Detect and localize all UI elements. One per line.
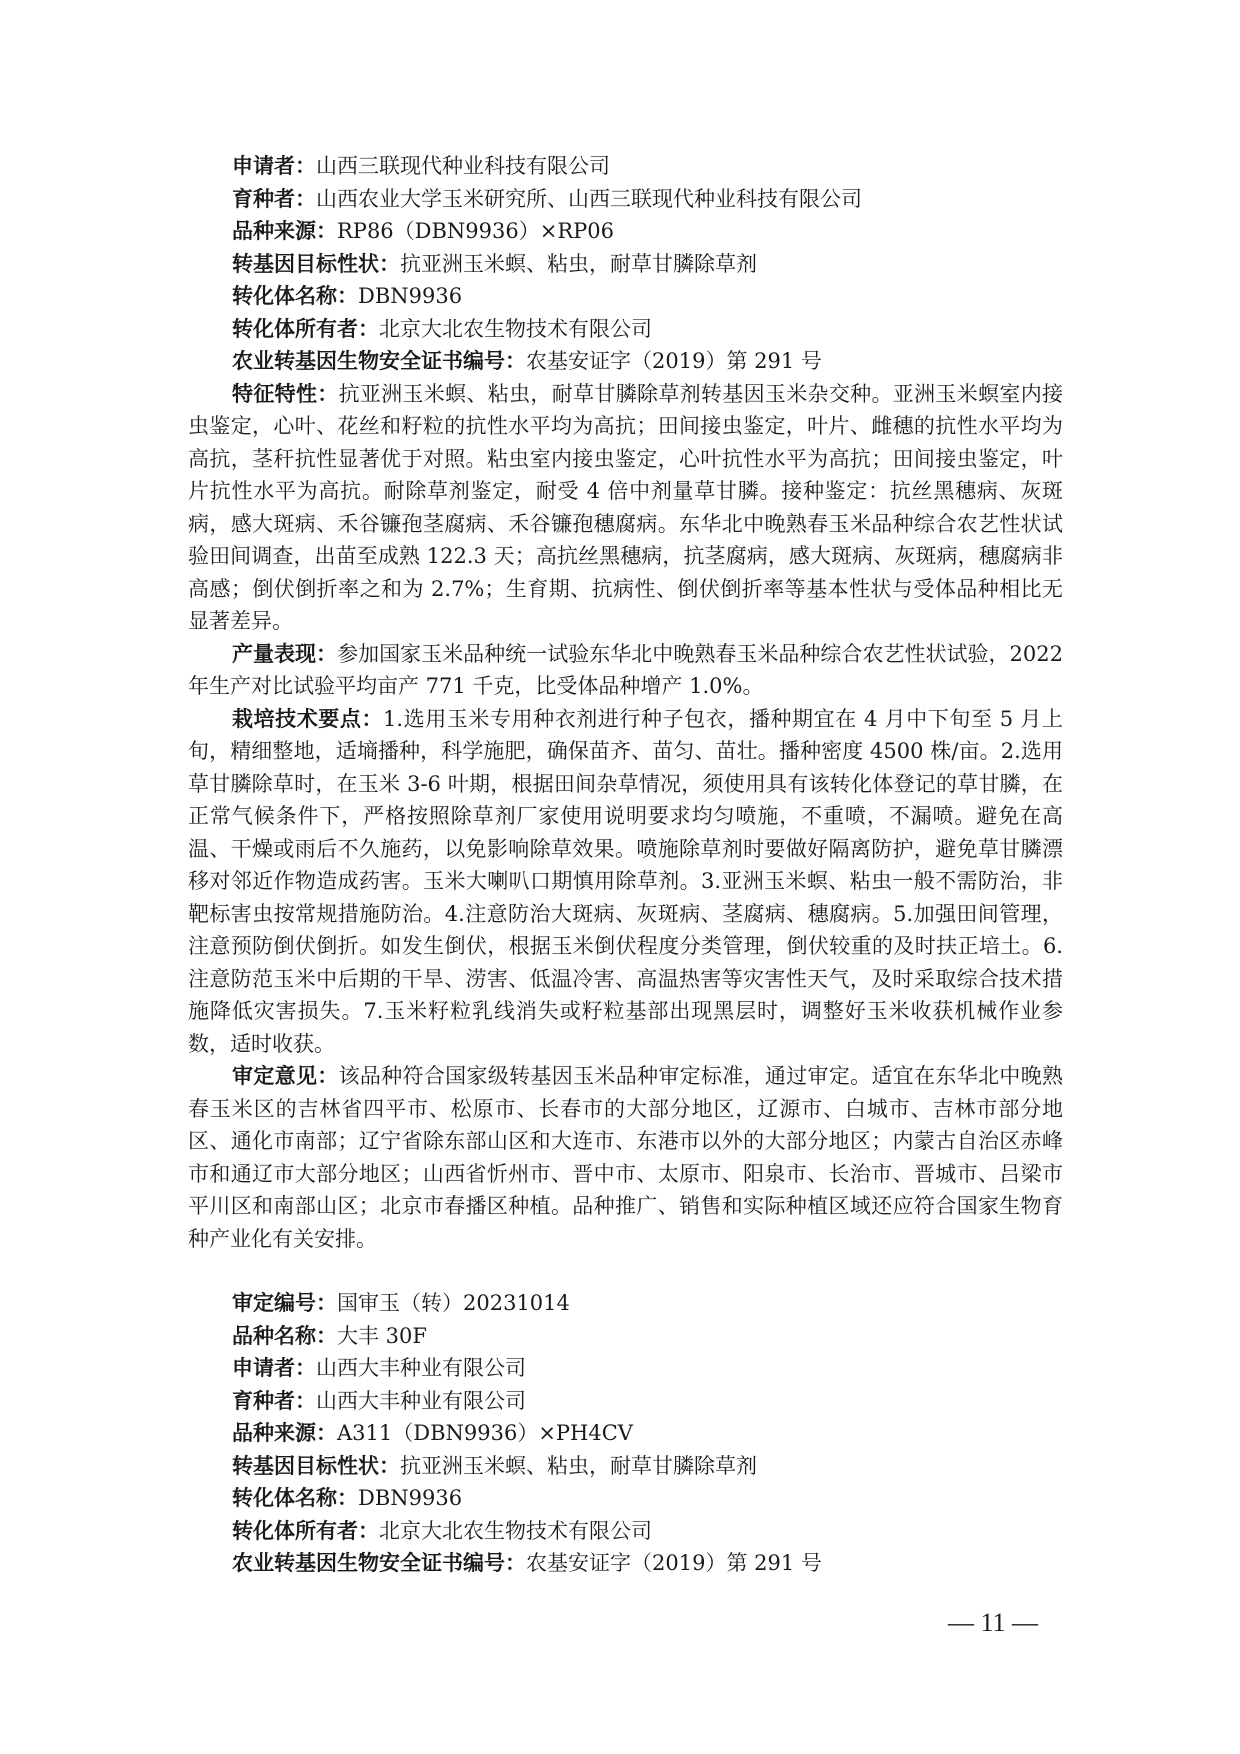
v2-breeder (188, 1385, 1063, 1418)
v2-event-owner (188, 1515, 1063, 1548)
page-content (188, 150, 1063, 1580)
v1-event-owner-value: 北京大北农生物技术有限公司 (379, 316, 652, 341)
v1-target-trait (188, 248, 1063, 281)
v1-certificate (188, 345, 1063, 378)
v1-target-trait-value: 抗亚洲玉米螟、粘虫，耐草甘膦除草剂 (400, 251, 757, 276)
v1-event-name-value: DBN9936 (358, 284, 463, 308)
v2-event-owner-label: 转化体所有者： (232, 1518, 379, 1543)
v2-approval-no-label: 审定编号： (232, 1291, 337, 1315)
v2-applicant (188, 1352, 1063, 1385)
v2-certificate (188, 1547, 1063, 1580)
v2-event-owner-value: 北京大北农生物技术有限公司 (379, 1518, 652, 1543)
v1-source-value: RP86（DBN9936）×RP06 (337, 219, 615, 243)
v2-target-trait-label: 转基因目标性状： (232, 1453, 400, 1478)
v1-applicant-label: 申请者： (232, 154, 316, 178)
v2-variety-name-label: 品种名称： (232, 1323, 337, 1348)
v1-opinion (188, 1060, 1063, 1255)
v1-target-trait-label: 转基因目标性状： (232, 251, 400, 276)
page-number: — 11 — (948, 1608, 1039, 1637)
v2-approval-no-value: 国审玉（转）20231014 (337, 1291, 570, 1315)
v1-applicant-value: 山西三联现代种业科技有限公司 (316, 154, 610, 178)
v2-target-trait (188, 1450, 1063, 1483)
v2-applicant-value: 山西大丰种业有限公司 (316, 1356, 526, 1380)
v2-event-name-label: 转化体名称： (232, 1486, 358, 1510)
v1-event-owner (188, 313, 1063, 346)
v1-source-label: 品种来源： (232, 219, 337, 243)
section-gap (188, 1255, 1063, 1287)
v1-certificate-label: 农业转基因生物安全证书编号： (232, 349, 526, 373)
v1-applicant (188, 150, 1063, 183)
v1-event-name (188, 280, 1063, 313)
v2-event-name-value: DBN9936 (358, 1486, 463, 1510)
v2-variety-name (188, 1320, 1063, 1353)
v2-breeder-value: 山西大丰种业有限公司 (316, 1388, 526, 1413)
v2-source-value: A311（DBN9936）×PH4CV (337, 1421, 633, 1445)
v1-characteristics (188, 378, 1063, 638)
v2-certificate-value: 农基安证字（2019）第 291 号 (526, 1551, 822, 1575)
v1-breeder-label: 育种者： (232, 186, 316, 211)
v1-event-name-label: 转化体名称： (232, 284, 358, 308)
v2-event-name (188, 1482, 1063, 1515)
v1-cultivation-label: 栽培技术要点： (232, 706, 384, 731)
v2-variety-name-value: 大丰 30F (337, 1323, 427, 1348)
v2-source-label: 品种来源： (232, 1421, 337, 1445)
v1-breeder-value: 山西农业大学玉米研究所、山西三联现代种业科技有限公司 (316, 186, 862, 211)
v1-opinion-label: 审定意见： (232, 1064, 339, 1088)
v1-opinion-text: 该品种符合国家级转基因玉米品种审定标准，通过审定。适宜在东华北中晚熟春玉米区的吉林省四平市、松原市、长春市的大部分地区，辽源市、白城市、吉林市部分地区、通化市南部；辽宁省除东部山区和大连市、东港市以外的大部分地区；内蒙古自治区赤峰市和通辽市大部分地区；山西省忻州市、晋中市、太原市、阳泉市、长治市、晋城市、吕梁市平川区和南部山区；北京市春播区种植。品种推广、销售和实际种植区域还应符合国家生物育种产业化有关安排。 (188, 1064, 1064, 1251)
v1-yield-label: 产量表现： (232, 641, 338, 666)
v2-source (188, 1417, 1063, 1450)
v1-event-owner-label: 转化体所有者： (232, 316, 379, 341)
v1-yield (188, 638, 1063, 703)
v2-target-trait-value: 抗亚洲玉米螟、粘虫，耐草甘膦除草剂 (400, 1453, 757, 1478)
v1-cultivation-text: 1.选用玉米专用种衣剂进行种子包衣，播种期宜在 4 月中下旬至 5 月上旬，精细整地，适墒播种，科学施肥，确保苗齐、苗匀、苗壮。播种密度 4500 株/亩。2.选用草甘膦除草时，在玉米 3-6 叶期，根据田间杂草情况，须使用具有该转化体登记的草甘膦，在正常气候条件下，严格按照除草剂厂家使用说明要求均匀喷施，不重喷，不漏喷。避免在高温、干燥或雨后不久施药，以免影响除草效果。喷施除草剂时要做好隔离防护，避免草甘膦漂移对邻近作物造成药害。玉米大喇叭口期慎用除草剂。3.亚洲玉米螟、粘虫一般不需防治，非靶标害虫按常规措施防治。4.注意防治大斑病、灰斑病、茎腐病、穗腐病。5.加强田间管理，注意预防倒伏倒折。如发生倒伏，根据玉米倒伏程度分类管理，倒伏较重的及时扶正培土。6.注意防范玉米中后期的干旱、涝害、低温冷害、高温热害等灾害性天气，及时采取综合技术措施降低灾害损失。7.玉米籽粒乳线消失或籽粒基部出现黑层时，调整好玉米收获机械作业参数，适时收获。 (188, 706, 1063, 1056)
v1-certificate-value: 农基安证字（2019）第 291 号 (526, 349, 822, 373)
v2-certificate-label: 农业转基因生物安全证书编号： (232, 1551, 526, 1575)
v1-cultivation (188, 703, 1063, 1061)
v1-source (188, 215, 1063, 248)
v1-characteristics-text: 抗亚洲玉米螟、粘虫，耐草甘膦除草剂转基因玉米杂交种。亚洲玉米螟室内接虫鉴定，心叶、花丝和籽粒的抗性水平均为高抗；田间接虫鉴定，叶片、雌穗的抗性水平均为高抗，茎秆抗性显著优于对照。粘虫室内接虫鉴定，心叶抗性水平为高抗；田间接虫鉴定，叶片抗性水平为高抗。耐除草剂鉴定，耐受 4 倍中剂量草甘膦。接种鉴定：抗丝黑穗病、灰斑病，感大斑病、禾谷镰孢茎腐病、禾谷镰孢穗腐病。东华北中晚熟春玉米品种综合农艺性状试验田间调查，出苗至成熟 122.3 天；高抗丝黑穗病，抗茎腐病，感大斑病、灰斑病，穗腐病非高感；倒伏倒折率之和为 2.7%；生育期、抗病性、倒伏倒折率等基本性状与受体品种相比无显著差异。 (188, 381, 1064, 633)
v2-applicant-label: 申请者： (232, 1356, 316, 1380)
v1-yield-text: 参加国家玉米品种统一试验东华北中晚熟春玉米品种综合农艺性状试验，2022 年生产对比试验平均亩产 771 千克，比受体品种增产 1.0%。 (188, 641, 1063, 698)
v1-breeder (188, 183, 1063, 216)
v2-breeder-label: 育种者： (232, 1388, 316, 1413)
v2-approval-no (188, 1287, 1063, 1320)
v1-characteristics-label: 特征特性： (232, 381, 339, 406)
